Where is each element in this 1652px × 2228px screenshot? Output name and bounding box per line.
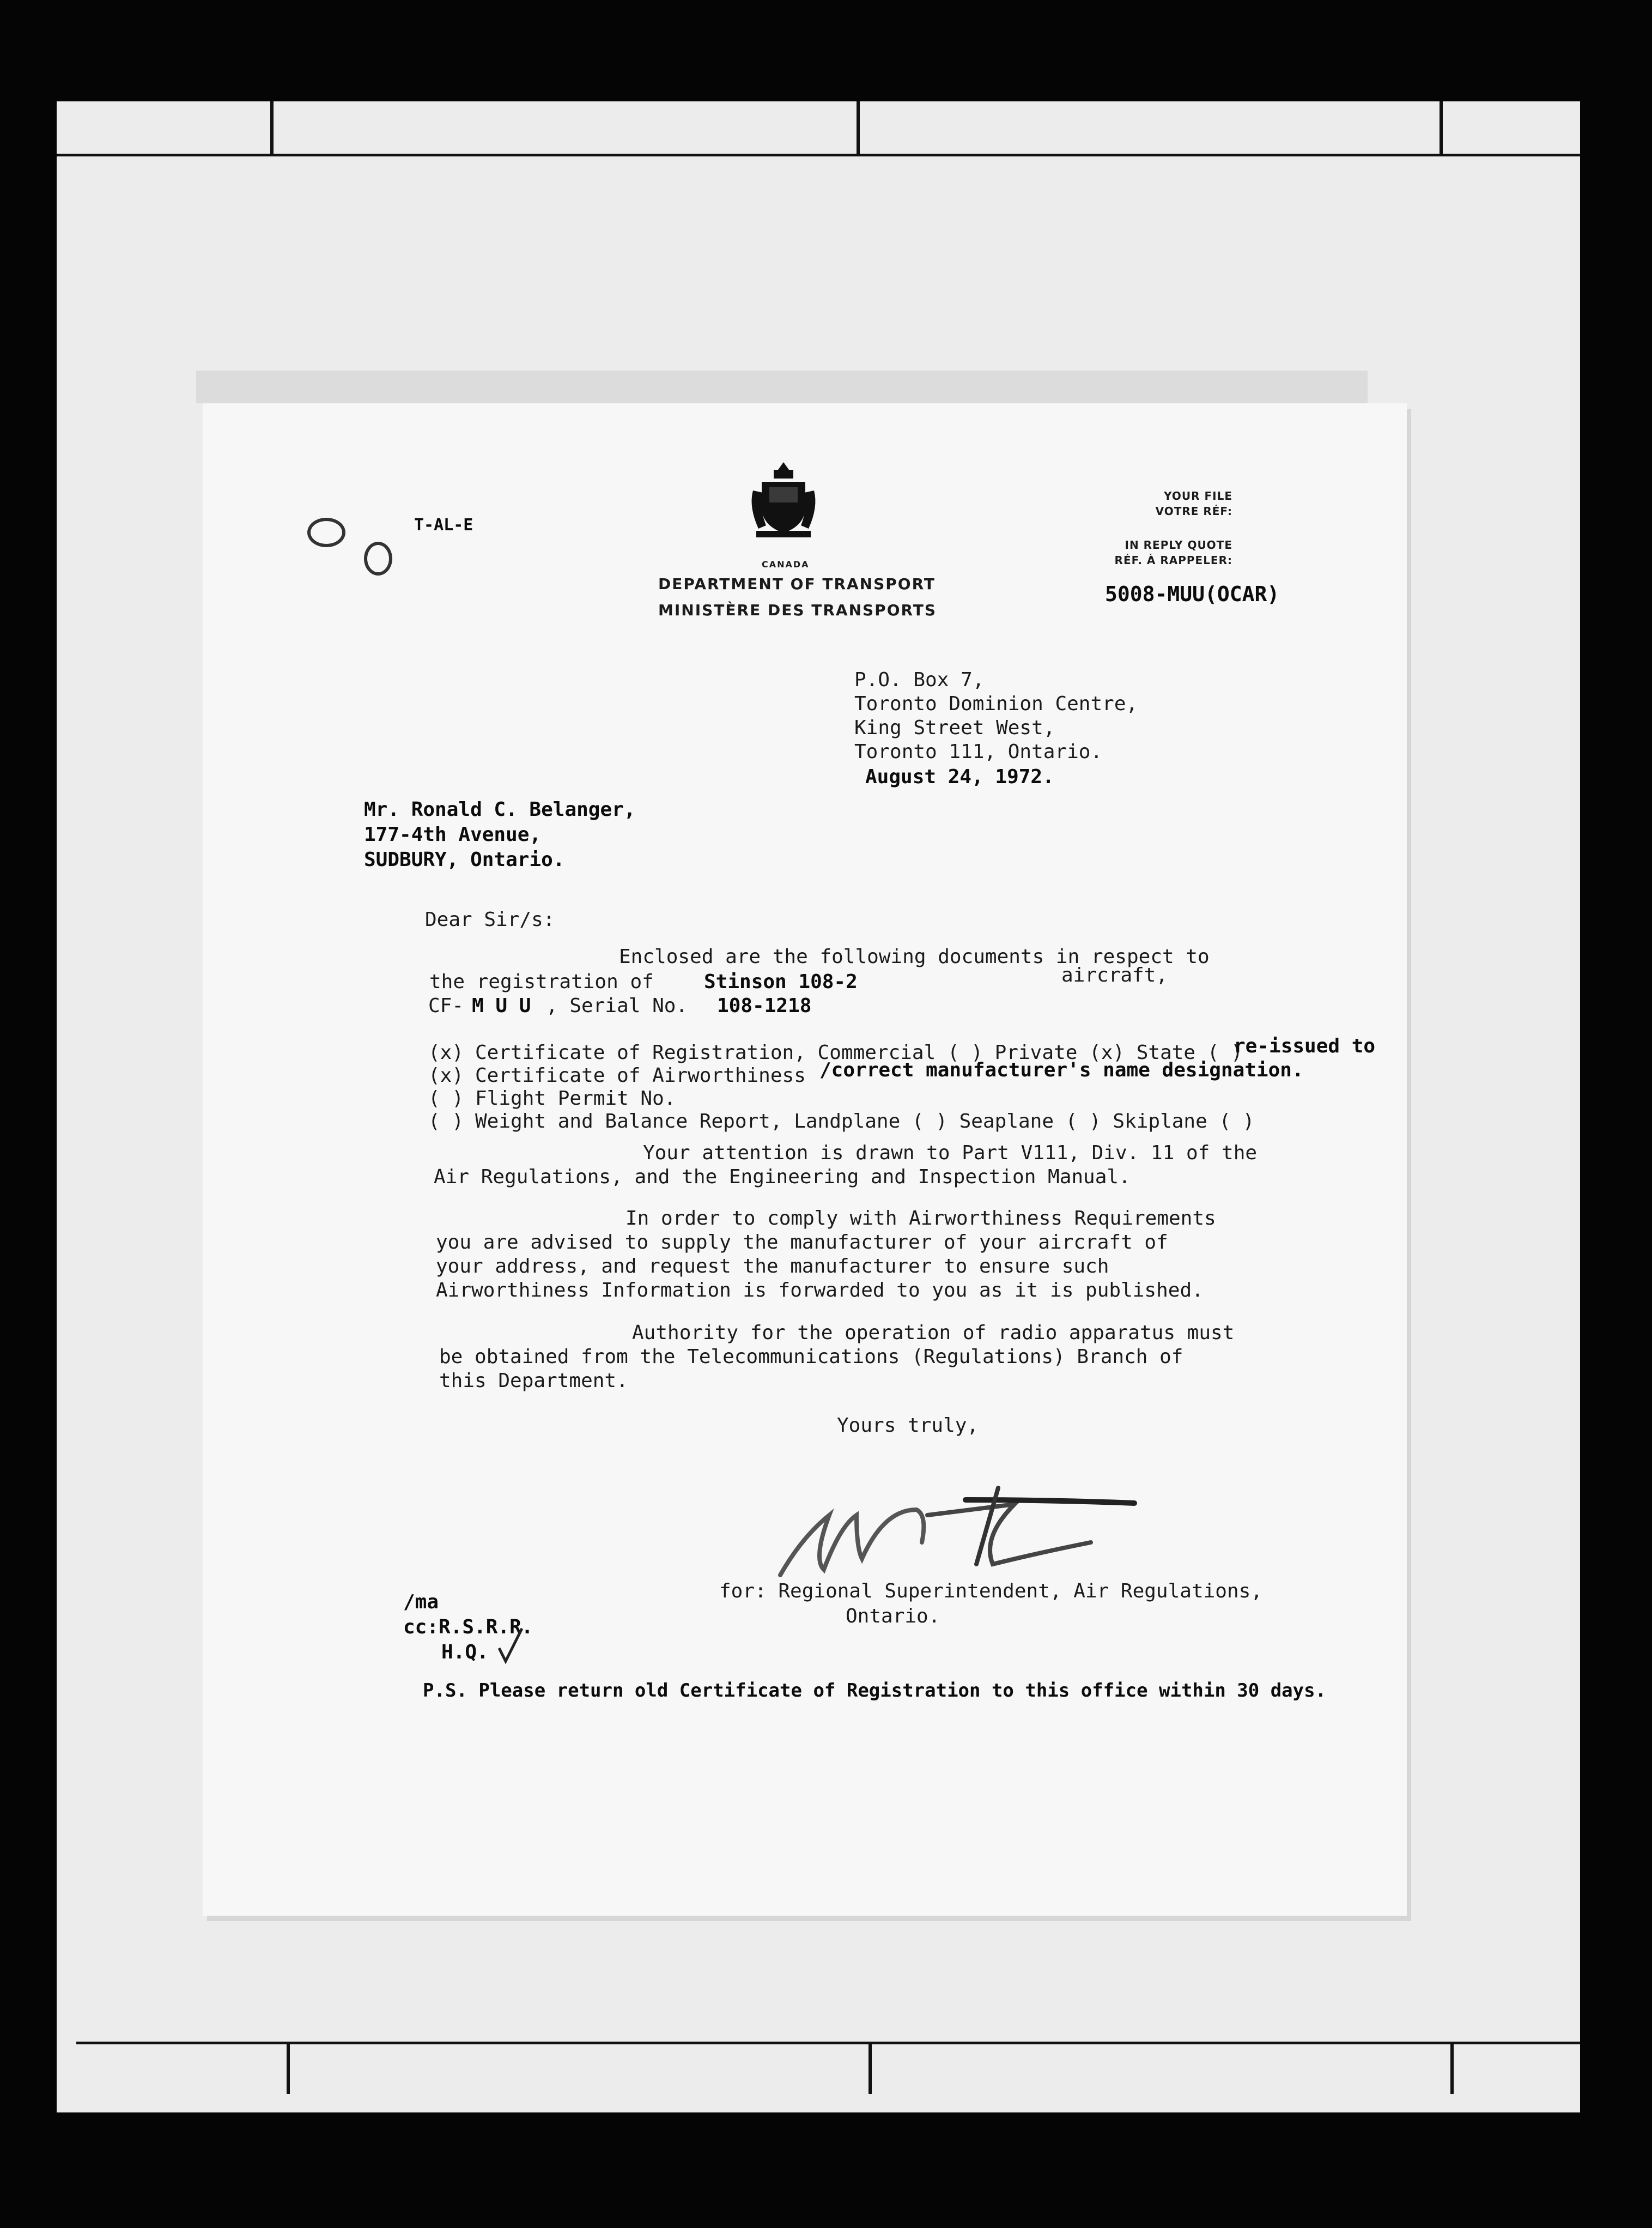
paragraph-line: you are advised to supply the manufacturer of your aircraft of [436, 1231, 1168, 1254]
signature-line: Ontario. [846, 1605, 940, 1627]
crest-caption: CANADA [762, 559, 810, 570]
address-line: Toronto Dominion Centre, [854, 693, 1138, 715]
reference-number: 5008-MUU(OCAR) [1105, 582, 1280, 606]
paragraph-line: Air Regulations, and the Engineering and Inspection Manual. [434, 1166, 1131, 1188]
canada-crest-icon [745, 458, 822, 545]
letter-sheet [203, 403, 1407, 1916]
your-file-label: YOUR FILE [1164, 489, 1232, 502]
reissue-note: re-issued to [1234, 1035, 1376, 1057]
reply-quote-label-fr: RÉF. À RAPPELER: [1114, 554, 1232, 567]
salutation: Dear Sir/s: [425, 909, 555, 931]
paragraph-line: Your attention is drawn to Part V111, Div. 11 of the [643, 1142, 1258, 1164]
paragraph-line: Authority for the operation of radio apparatus must [632, 1322, 1235, 1344]
intro-text: Enclosed are the following documents in respect to [619, 946, 1210, 968]
index-divider [1440, 101, 1443, 154]
postscript: P.S. Please return old Certificate of Registration to this office within 30 days. [423, 1680, 1327, 1702]
closing: Yours truly, [837, 1414, 979, 1437]
paragraph-line: your address, and request the manufacturer to ensure such [436, 1255, 1109, 1278]
checklist-mark: (x) [428, 1042, 464, 1064]
file-code: T-AL-E [414, 516, 473, 535]
check-mark-icon [497, 1626, 524, 1664]
paragraph-line: be obtained from the Telecommunications (Regulations) Branch of [439, 1346, 1183, 1368]
address-line: P.O. Box 7, [854, 669, 985, 691]
registration-prefix: CF- [428, 995, 464, 1017]
registration-mark: M U U [472, 995, 531, 1017]
serial-label: , Serial No. [546, 995, 688, 1017]
address-line: King Street West, [854, 717, 1055, 739]
checklist-item: Flight Permit No. [475, 1087, 676, 1110]
recipient-street: 177-4th Avenue, [364, 824, 542, 846]
checklist-mark: ( ) [428, 1087, 464, 1110]
typist-initials: /ma [403, 1591, 439, 1613]
aircraft-model: Stinson 108-2 [704, 971, 858, 993]
reissue-note: /correct manufacturer's name designation. [819, 1059, 1304, 1081]
punch-hole [307, 518, 345, 547]
department-fr: MINISTÈRE DES TRANSPORTS [658, 601, 937, 619]
top-index-strip [57, 101, 1580, 156]
index-divider [1450, 2042, 1454, 2094]
cc-line: cc:R.S.R.R. [403, 1616, 533, 1638]
index-divider [857, 101, 860, 154]
recipient-city: SUDBURY, Ontario. [364, 849, 565, 871]
letter-date: August 24, 1972. [865, 766, 1054, 788]
checklist-item: Weight and Balance Report, Landplane ( ) Seaplane ( ) Skiplane ( ) [475, 1110, 1255, 1133]
index-divider [287, 2042, 290, 2094]
checklist-mark: (x) [428, 1064, 464, 1087]
recipient-name: Mr. Ronald C. Belanger, [364, 798, 636, 821]
address-line: Toronto 111, Ontario. [854, 741, 1103, 763]
checklist-item: Certificate of Registration, Commercial ( ) Private (x) State ( ) [475, 1042, 1243, 1064]
your-file-label-fr: VOTRE RÉF: [1155, 505, 1232, 518]
hq-line: H.Q. [441, 1641, 489, 1663]
handwritten-signature [764, 1472, 1178, 1591]
department-en: DEPARTMENT OF TRANSPORT [658, 575, 936, 593]
punch-hole [364, 542, 392, 576]
serial-number: 108-1218 [717, 995, 812, 1017]
bottom-index-strip [76, 2042, 1580, 2097]
paragraph-line: In order to comply with Airworthiness Requirements [625, 1207, 1216, 1230]
checklist-item: Certificate of Airworthiness [475, 1064, 806, 1087]
reply-quote-label: IN REPLY QUOTE [1125, 538, 1232, 552]
aircraft-word: aircraft, [1061, 964, 1168, 986]
index-divider [270, 101, 274, 154]
registration-label: the registration of [429, 971, 654, 993]
paragraph-line: Airworthiness Information is forwarded to you as it is published. [436, 1279, 1204, 1301]
index-divider [868, 2042, 872, 2094]
checklist-mark: ( ) [428, 1110, 464, 1133]
signature-line: for: Regional Superintendent, Air Regulations, [719, 1580, 1262, 1602]
underlying-sheet-edge [196, 371, 1368, 403]
paragraph-line: this Department. [439, 1370, 628, 1392]
